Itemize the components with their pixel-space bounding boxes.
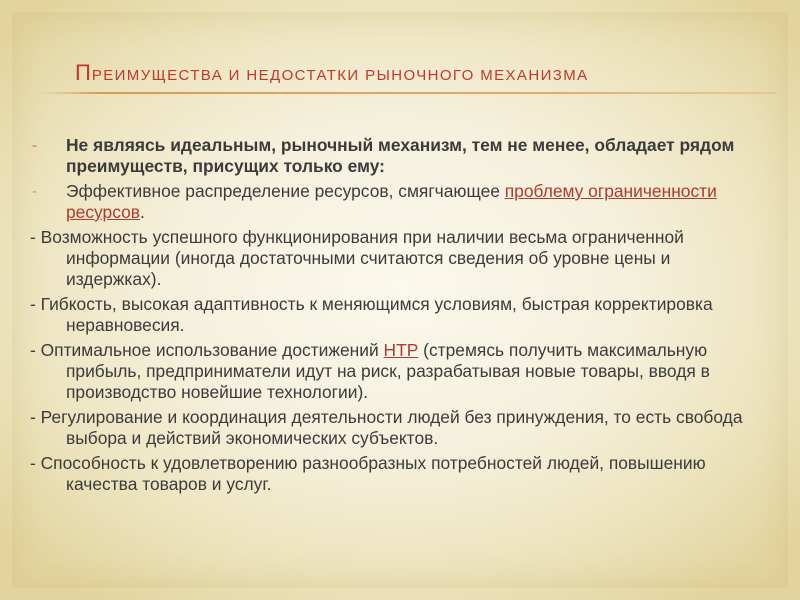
bullet-marker: - xyxy=(32,183,37,200)
list-item-ntr xyxy=(30,340,760,403)
ntr-text-before-link: - Оптимальное использование достижений xyxy=(30,340,384,360)
list-item-coordination: - Регулирование и координация деятельности людей без принуждения, то есть свобода выбора и действий экономических субъектов. xyxy=(30,407,743,448)
bullet-marker: - xyxy=(32,137,37,154)
list-item-needs-satisfaction: - Способность к удовлетворению разнообразных потребностей людей, повышению качества товаров и услуг. xyxy=(30,453,706,494)
ntr-text-after-link: (стремясь получить максимальную прибыль, предприниматели идут на риск, разрабатывая новые товары, вводя в производство новейшие технологии). xyxy=(66,340,710,402)
title-underline xyxy=(40,92,776,94)
bullet-efficient-allocation xyxy=(30,181,760,223)
slide-content xyxy=(30,135,760,499)
list-item-limited-information: - Возможность успешного функционирования при наличии весьма ограниченной информации (иногда достаточными считаются сведения об уровне цены и издержках). xyxy=(30,227,684,289)
title-first-letter: П xyxy=(75,60,92,85)
bullet-intro xyxy=(30,135,760,177)
bullet-text-before-link: Эффективное распределение ресурсов, смягчающее xyxy=(66,181,505,201)
bullet-text-after-link: . xyxy=(140,202,145,222)
slide-title xyxy=(75,60,755,86)
link-resource-scarcity[interactable]: проблему ограниченности ресурсов xyxy=(66,181,717,222)
list-item-flexibility: - Гибкость, высокая адаптивность к меняющимся условиям, быстрая корректировка неравновесия. xyxy=(30,294,713,335)
bullet-intro-text: Не являясь идеальным, рыночный механизм, тем не менее, обладает рядом преимуществ, присущих только ему: xyxy=(66,135,735,176)
title-rest: РЕИМУЩЕСТВА И НЕДОСТАТКИ РЫНОЧНОГО МЕХАНИЗМА xyxy=(91,67,589,84)
link-ntr[interactable]: НТР xyxy=(383,340,419,360)
